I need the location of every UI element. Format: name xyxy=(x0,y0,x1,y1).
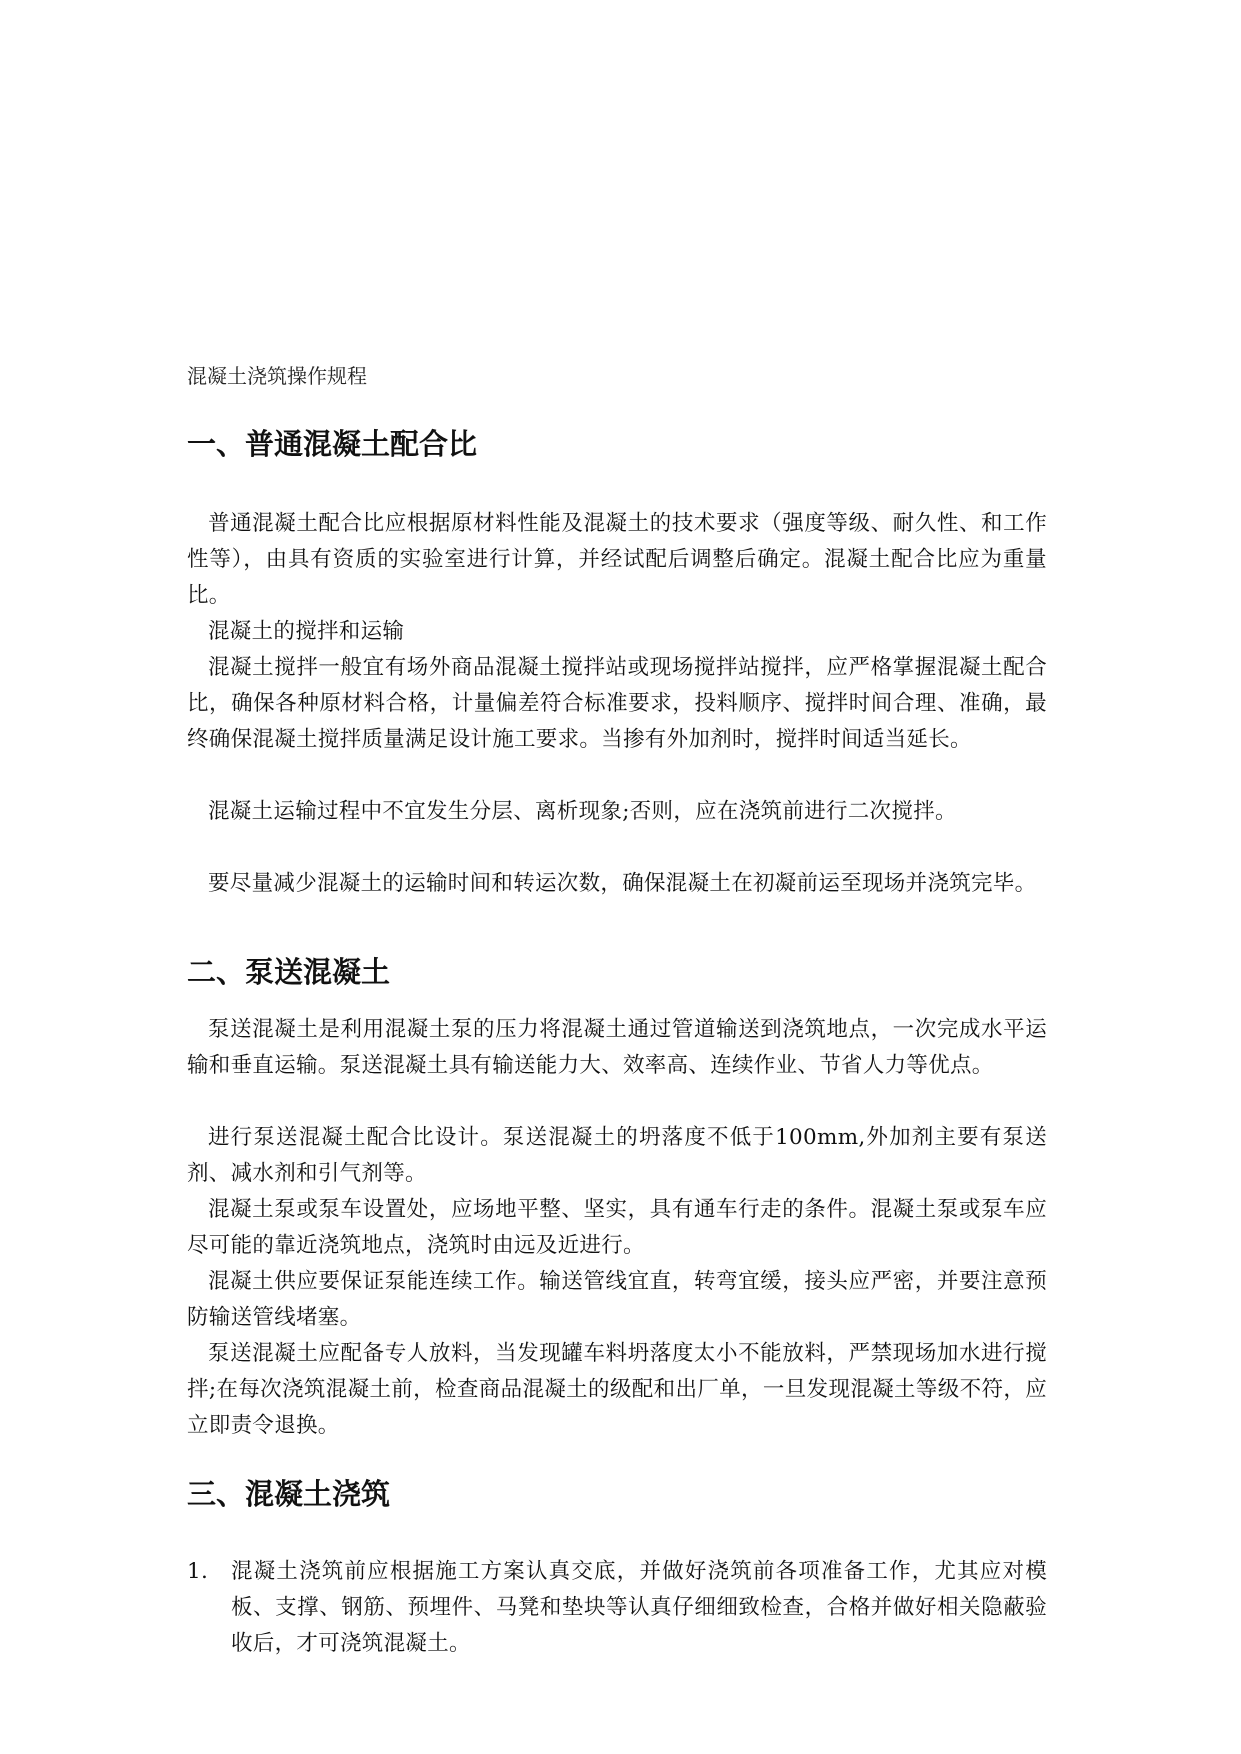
section-heading-1: 一、普通混凝土配合比 xyxy=(187,427,478,461)
paragraph: 混凝土泵或泵车设置处，应场地平整、坚实，具有通车行走的条件。混凝土泵或泵车应尽可能的靠近浇筑地点，浇筑时由远及近进行。 xyxy=(187,1197,1047,1258)
paragraph: 泵送混凝土是利用混凝土泵的压力将混凝土通过管道输送到浇筑地点，一次完成水平运输和垂直运输。泵送混凝土具有输送能力大、效率高、连续作业、节省人力等优点。 xyxy=(187,1017,1047,1078)
list-item xyxy=(187,1554,1047,1662)
paragraph: 混凝土搅拌一般宜有场外商品混凝土搅拌站或现场搅拌站搅拌，应严格掌握混凝土配合比，确保各种原材料合格，计量偏差符合标准要求，投料顺序、搅拌时间合理、准确，最终确保混凝土搅拌质量满足设计施工要求。当掺有外加剂时，搅拌时间适当延长。 xyxy=(187,655,1047,752)
paragraph: 混凝土的搅拌和运输 xyxy=(208,619,405,644)
section-heading-3: 三、混凝土浇筑 xyxy=(187,1477,391,1511)
section-heading-2: 二、泵送混凝土 xyxy=(187,955,391,989)
list-item-text: 混凝土浇筑前应根据施工方案认真交底，并做好浇筑前各项准备工作，尤其应对模板、支撑、钢筋、预埋件、马凳和垫块等认真仔细细致检查，合格并做好相关隐蔽验收后，才可浇筑混凝土。 xyxy=(231,1559,1047,1656)
paragraph: 泵送混凝土应配备专人放料，当发现罐车料坍落度太小不能放料，严禁现场加水进行搅拌;在每次浇筑混凝土前，检查商品混凝土的级配和出厂单，一旦发现混凝土等级不符，应立即责令退换。 xyxy=(187,1341,1047,1438)
document-page xyxy=(187,0,1047,1754)
document-title: 混凝土浇筑操作规程 xyxy=(187,364,367,388)
list-item-number: 1. xyxy=(187,1559,209,1584)
paragraph: 混凝土供应要保证泵能连续工作。输送管线宜直，转弯宜缓，接头应严密，并要注意预防输送管线堵塞。 xyxy=(187,1269,1047,1330)
paragraph: 要尽量减少混凝土的运输时间和转运次数，确保混凝土在初凝前运至现场并浇筑完毕。 xyxy=(208,871,1037,896)
paragraph: 普通混凝土配合比应根据原材料性能及混凝土的技术要求（强度等级、耐久性、和工作性等），由具有资质的实验室进行计算，并经试配后调整后确定。混凝土配合比应为重量比。 xyxy=(187,511,1047,608)
paragraph: 进行泵送混凝土配合比设计。泵送混凝土的坍落度不低于100mm,外加剂主要有泵送剂、减水剂和引气剂等。 xyxy=(187,1125,1047,1186)
paragraph: 混凝土运输过程中不宜发生分层、离析现象;否则，应在浇筑前进行二次搅拌。 xyxy=(208,799,957,824)
